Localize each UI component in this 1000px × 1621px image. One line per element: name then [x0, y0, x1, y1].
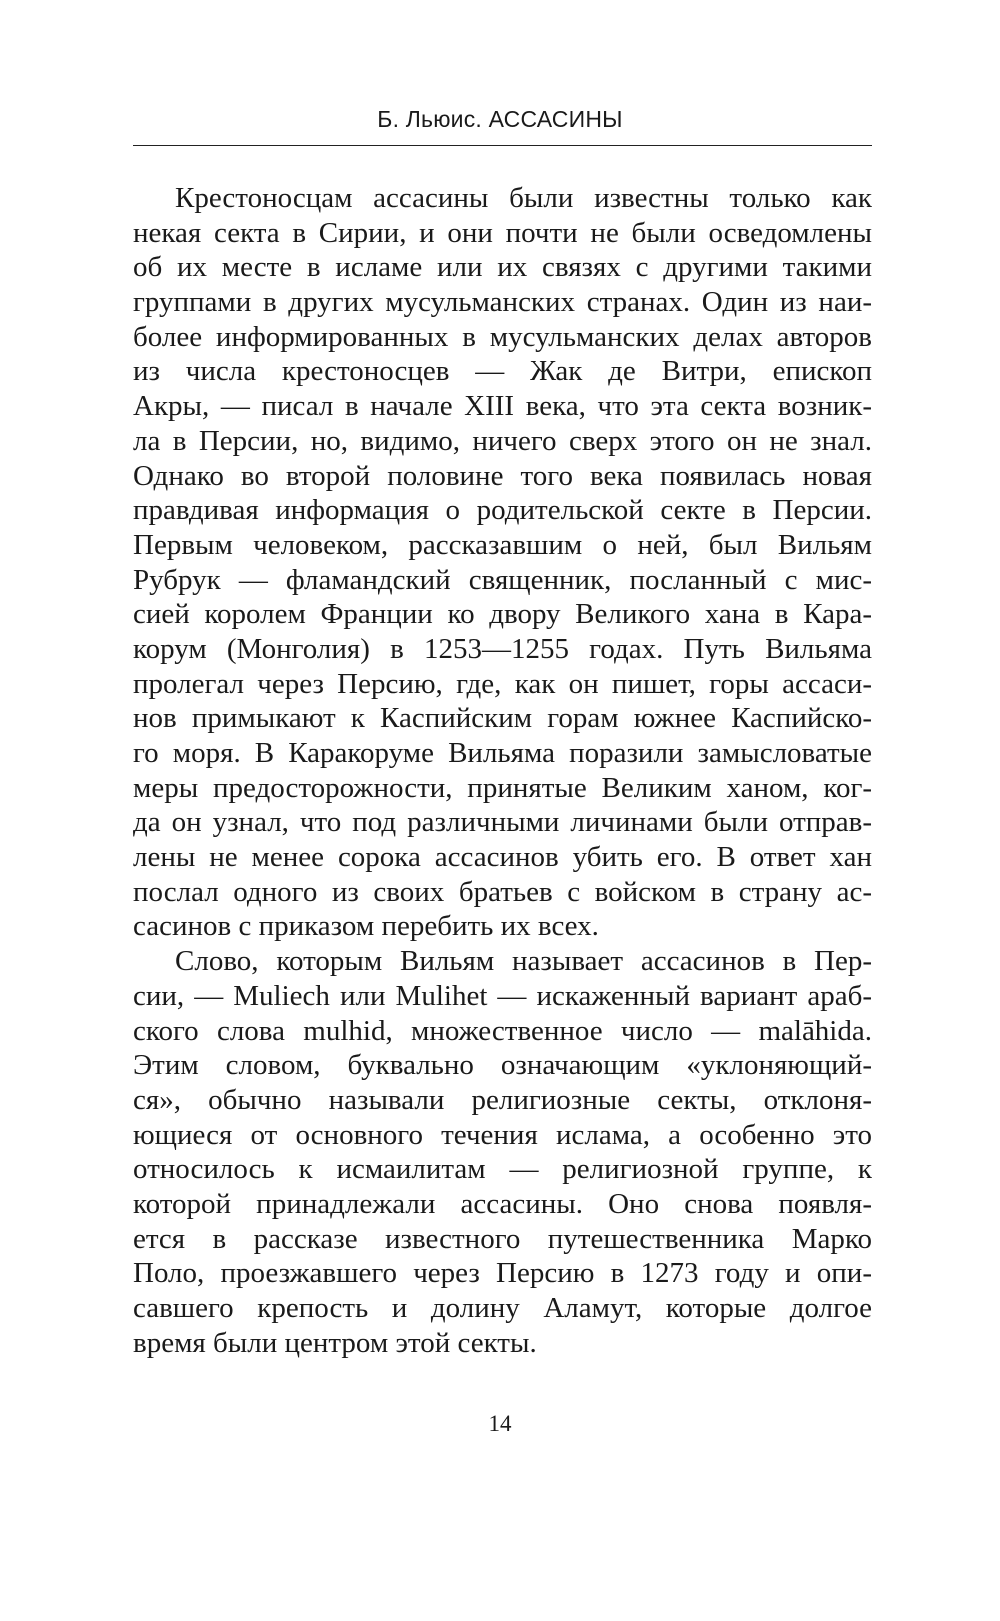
text-line: Этим словом, буквально означающим «уклоняющий-	[133, 1049, 872, 1082]
text-line: более информированных в мусульманских делах авторов	[133, 320, 872, 353]
text-line: Первым человеком, рассказавшим о ней, был Вильям	[133, 528, 872, 561]
text-line: группами в других мусульманских странах. Один из наи-	[133, 286, 872, 319]
text-line: об их месте в исламе или их связях с другими такими	[133, 251, 872, 284]
page-number: 14	[488, 1411, 512, 1436]
text-line: сасинов с приказом перебить их всех.	[133, 910, 599, 943]
paragraph-1	[133, 181, 872, 944]
text-line: савшего крепость и долину Аламут, которые долгое	[133, 1292, 872, 1324]
text-line: которой принадлежали ассасины. Оно снова появля-	[133, 1187, 872, 1220]
text-line: сии, — Muliech или Mulihet — искаженный вариант араб-	[133, 979, 872, 1012]
text-line: Крестоносцам ассасины были известны только как	[175, 182, 872, 214]
paragraph-2	[133, 944, 872, 1360]
text-line: ла в Персии, но, видимо, ничего сверх этого он не знал.	[133, 424, 872, 457]
text-line: ся», обычно называли религиозные секты, отклоня-	[133, 1083, 872, 1116]
text-line: относилось к исмаилитам — религиозной группе, к	[133, 1153, 872, 1186]
text-line: Акры, — писал в начале XIII века, что эта секта возник-	[133, 390, 872, 423]
text-line: правдивая информация о родительской секте в Персии.	[133, 494, 872, 527]
text-line: нов примыкают к Каспийским горам южнее Каспийско-	[133, 702, 872, 735]
text-line: сией королем Франции ко двору Великого хана в Кара-	[133, 598, 872, 631]
text-line: го моря. В Каракоруме Вильяма поразили замысловатые	[133, 737, 872, 769]
text-line: послал одного из своих братьев с войском в страну ас-	[133, 875, 872, 908]
text-line: ского слова mulhid, множественное число — malāhida.	[133, 1014, 872, 1047]
text-line: ется в рассказе известного путешественника Марко	[133, 1222, 872, 1255]
text-line: ющиеся от основного течения ислама, а особенно это	[133, 1118, 872, 1151]
text-line: меры предосторожности, принятые Великим ханом, ког-	[133, 771, 872, 804]
text-line: да он узнал, что под различными личинами были отправ-	[133, 806, 872, 839]
text-line: Слово, которым Вильям называет ассасинов в Пер-	[175, 945, 872, 978]
text-line: Однако во второй половине того века появилась новая	[133, 459, 872, 492]
running-header: Б. Льюис. АССАСИНЫ	[377, 106, 623, 132]
text-line: из числа крестоносцев — Жак де Витри, епископ	[133, 355, 872, 388]
text-line: некая секта в Сирии, и они почти не были осведомлены	[133, 216, 872, 249]
text-line: корум (Монголия) в 1253—1255 годах. Путь Вильяма	[133, 632, 872, 665]
text-line: Поло, проезжавшего через Персию в 1273 году и опи-	[133, 1257, 872, 1290]
text-line: пролегал через Персию, где, как он пишет, горы ассаси-	[133, 667, 872, 700]
header-rule	[133, 145, 872, 146]
page-body	[133, 181, 872, 1360]
text-line: время были центром этой секты.	[133, 1326, 537, 1359]
text-line: лены не менее сорока ассасинов убить его. В ответ хан	[133, 841, 872, 874]
text-line: Рубрук — фламандский священник, посланный с мис-	[133, 563, 872, 596]
